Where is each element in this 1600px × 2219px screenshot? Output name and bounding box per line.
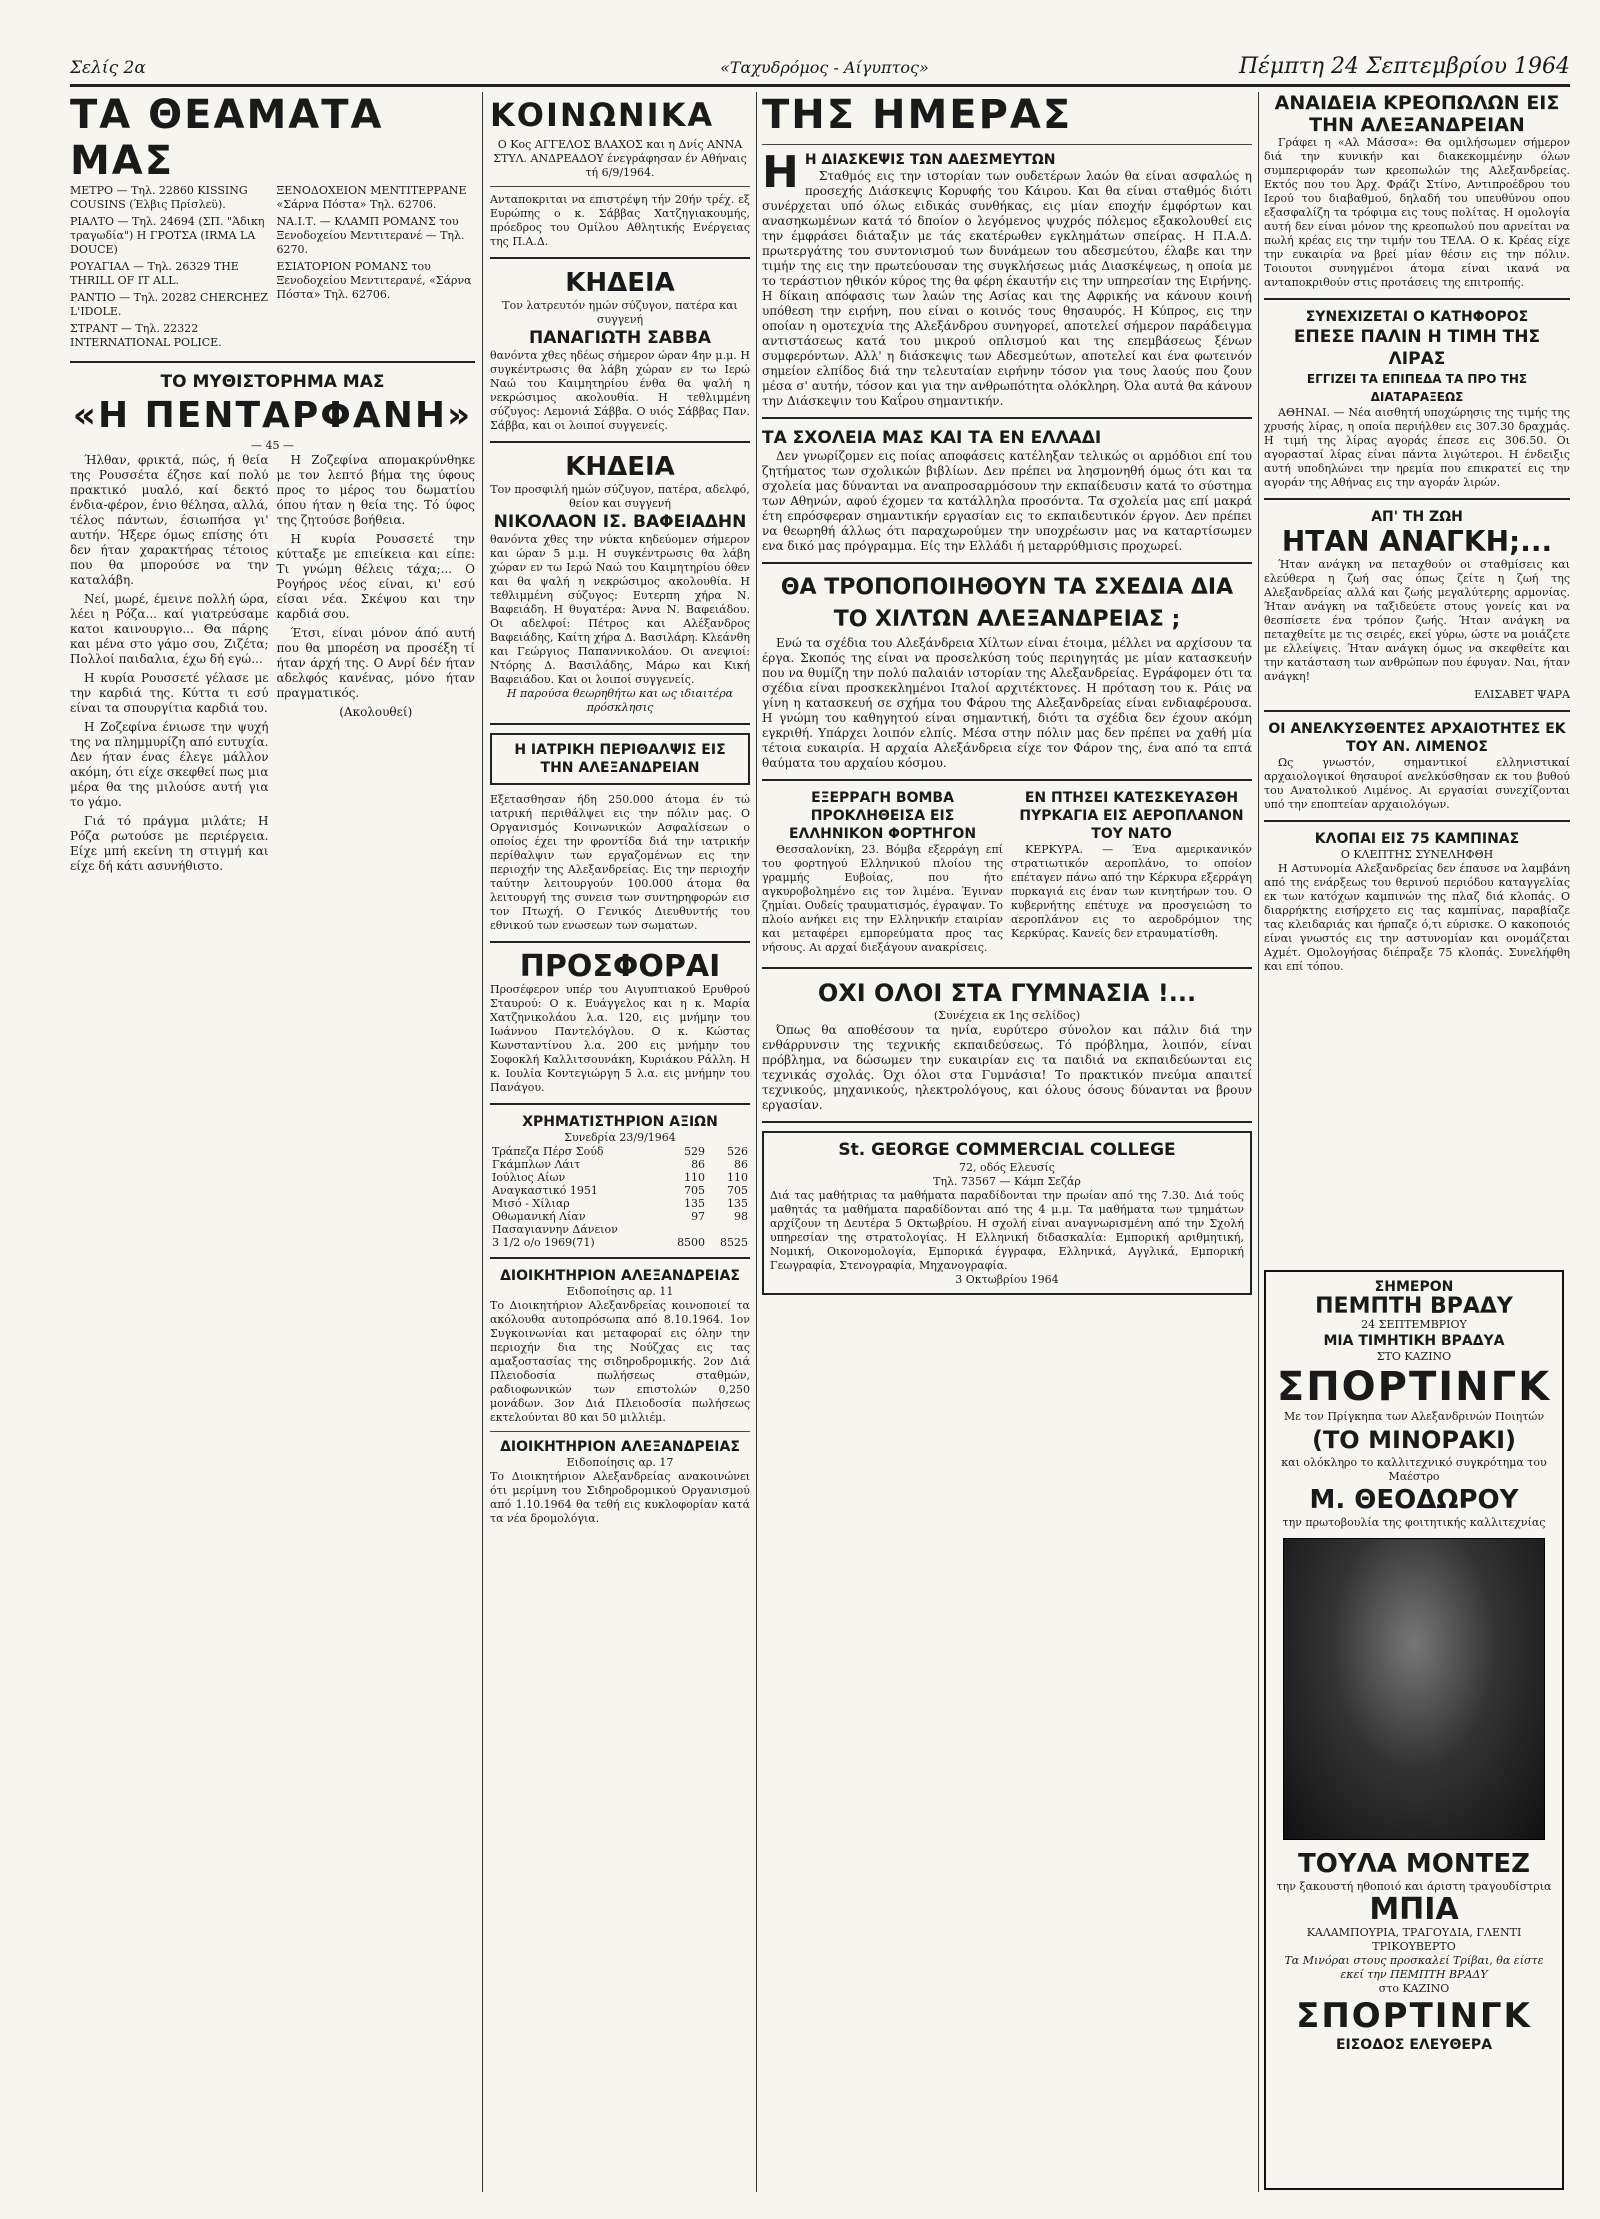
cinema-entry: ΜΕΤΡΟ — Τηλ. 22860 KISSING COUSINS (Έλβις Πρίσλεϋ). xyxy=(70,184,248,211)
novel-title: «Η ΠΕΝΤΑΡΦΑΝΗ» xyxy=(72,395,473,436)
engagement-notice: Ο Κος ΑΓΓΕΛΟΣ ΒΛΑΧΟΣ και η Δνίς ΑΝΝΑ ΣΤΥΛ. ΑΝΔΡΕΑΔΟΥ ένεγράφησαν έν Αθήναις τή 6/9/1964. xyxy=(493,138,747,179)
notice-sub: Ειδοποίησις αρ. 11 xyxy=(566,1285,674,1298)
news-title: ΕΝ ΠΤΗΣΕΙ ΚΑΤΕΣΚΕΥΑΣΘΗ ΠΥΡΚΑΓΙΑ ΕΙΣ ΑΕΡΟΠΛΑΝΟΝ ΤΟΥ ΝΑΤΟ xyxy=(1019,790,1244,842)
ad-date: 24 ΣΕΠΤΕΜΒΡΙΟΥ xyxy=(1361,1318,1467,1331)
page-number: Σελίς 2α xyxy=(70,58,146,78)
stock-row xyxy=(490,1158,750,1171)
stock-price: 97 xyxy=(691,1210,706,1223)
school-text: Διά τας μαθήτριας τα μαθήματα παραδίδονται την πρωίαν από της 7.30. Διά τούς μαθητάς τα μαθήματα παραδίδονται από της 4 μ.μ. Τα μαθήματα των τμημάτων αρχίζουν τη Δευτέρα 5 Οκτωβρίου. Η σχολή είναι αναγνωρισμένη από την Σχολή υπηρεσίαν της στρατολογίας. Η Ελληνική διδασκαλία: Εμπορική αριθμητική, Νομική, Οικονομολογία, Εμπορικά έγγραφα, Ελληνικά, Αγγλικά, Εμπορική Γεωγραφία, Στενογραφία, Μηχανογραφία. xyxy=(770,1189,1244,1272)
column-divider xyxy=(482,92,483,2192)
news-title: ΕΞΕΡΡΑΓΗ ΒΟΜΒΑ ΠΡΟΚΛΗΘΕΙΣΑ ΕΙΣ ΕΛΛΗΝΙΚΟΝ ΦΟΡΤΗΓΟΝ xyxy=(788,790,977,842)
school-date: 3 Οκτωβρίου 1964 xyxy=(955,1273,1059,1286)
column-divider xyxy=(756,92,757,2192)
notice-title: ΔΙΟΙΚΗΤΗΡΙΟΝ ΑΛΕΞΑΝΔΡΕΙΑΣ xyxy=(500,1439,740,1455)
article-text: Όπως θα αποθέσουν τα ηνία, ευρύτερο σύνολον και πάλιν διά την ενθάρρυνσιν της τεχνικής εκπαιδεύσεως. Τό πρόβλημα, λοιπόν, είναι πρόβλημα, να δώσωμεν την ευκαιρίαν εις τα παιδιά να εκπαιδεύωνται εις τεχνικάς σχολάς. Όχι όλοι στα Γυμνάσια! Το πρακτικόν πνεύμα απαιτεί τεχνικούς, μηχανικούς, ηλεκτρολόγους, και όλους όσους δύνανται να βρουν εργασίαν. xyxy=(762,1023,1252,1112)
novel-paragraph: Νεί, μωρέ, έμεινε πολλή ώρα, λέει η Ρόζα... καί γιατρεύσαμε κατοι καινουργιο... Θα πάρης και μένα στο γάμο σου, Ζιζέτα; Πολλοί παιδαλια, έχω δή εγώ... xyxy=(70,592,269,666)
ad-header: ΣΗΜΕΡΟΝ xyxy=(1374,1279,1454,1295)
paper-name: «Ταχυδρόμος - Αίγυπτος» xyxy=(720,58,929,77)
article-text: Ως γνωστόν, σημαντικοί ελληνιστικαί αρχαιολογικοί θησαυροί ανελκύσθησαν εκ του βυθού του Ανατολικού Λιμένος. Αι εργασίαι συνεχίζονται υπό την εποπτείαν αρχαιολόγων. xyxy=(1264,756,1570,811)
divider xyxy=(70,361,475,363)
article-sub: Ο ΚΛΕΠΤΗΣ ΣΥΝΕΛΗΦΘΗ xyxy=(1340,848,1494,861)
casino-ad xyxy=(1264,1270,1564,2190)
stock-price: 135 xyxy=(684,1197,706,1210)
funeral-intro: Τον λατρευτόν ημών σύζυγον, πατέρα και συγγενή xyxy=(502,299,738,326)
school-title: St. GEORGE COMMERCIAL COLLEGE xyxy=(838,1140,1176,1160)
novel-paragraph: Η Ζοζεφίνα ένιωσε την ψυχή της να πλημμυρίζη από ευτυχία. Δεν ήταν ένας έλεγε μάλλον ακόμη, ότι είχε σκεφθεί πως μια μέρα θα της μιλούσε αυτή για το γάμο. xyxy=(70,720,269,809)
medical-care-title: Η ΙΑΤΡΙΚΗ ΠΕΡΙΘΑΛΨΙΣ ΕΙΣ ΤΗΝ ΑΛΕΞΑΝΔΡΕΙΑΝ xyxy=(490,733,750,785)
funeral-title: ΚΗΔΕΙΑ xyxy=(565,268,675,298)
stock-row xyxy=(490,1223,750,1236)
funeral-name: ΠΑΝΑΓΙΩΤΗ ΣΑΒΒΑ xyxy=(529,328,711,348)
article-text: Σταθμός εις την ιστορίαν των ουδετέρων λαών θα είναι ασφαλώς η προσεχής Διάσκεψις Κορυφής του Κάιρου. Και θα είναι σταθμός διότι συνέρχεται υπό όλως ειδικάς συνθήκας, εις μίαν εποχήν έμφόρτων και ανασηκωμένων κατά τό δποίον ο λεγόμενος ψυχρός πόλεμος εξακολουθεί εις την έμφράσει διάταξιν με τάς εκατέρωθεν εγκλημάτων σπείρας. Η Π.Α.Δ. πρωτεργάτης του συντονισμού των δυνάμεων του αδεσμεύτου, έλαβε και την τιμήν της εις την πρωτεύουσαν της συγκλήσεως μιάς Διασκέψεως, η οποία με το τεράστιον ηθικόν κύρος της θα φέρη έκαυτήν εις την υπηρεσίαν της Ειρήνης. Η δίκαιη απόφασις των λαών της Ασίας και της Αφρικής να κάνουν κοινή υπόθεση την ειρήνη, που είναι ο κοινός τους θησαυρός. Η Κύπρος, εις την οποίαν η ομοτεχνία της Αλεξάνδρου συνηγορεί, αποτελεί σήμερον παράδειγμα αντιστάσεως κατά του μικρού οπλισμού και της επεμβάσεως ξένων συμφερόντων. Αλλ' η διάσκεψις των Αδεσμεύτων, αποτελεί και ένα φωτεινόν σημείον ελπίδος διά την τελευταίαν ειρήνην τόσον για τους λαούς που ζουν μέσα σ' αυτήν, τόσον και για την ανθρωπότητα ολόκληρη. Όλα αυτά θα κάνουν την Διάσκεψιν του Καΐρου σημαντικήν. xyxy=(762,169,1252,408)
stock-price xyxy=(707,1223,750,1236)
school-ad xyxy=(762,1131,1252,1295)
masthead xyxy=(70,40,1570,87)
medical-care-text: Εξετασθησαν ήδη 250.000 άτομα έν τώ ιατρική περιθάλψει εις την πόλιν μας. Ο Οργανισμός Κοινωνικών Ασφαλίσεων ο οποίος έχει την φροντίδα διά την ιατρικήν περίθαλψιν των εργαζομένων εις την περιοχήν της Αλεξανδρείας. Εις την περιοχήν ταύτην λειτουργούν 100.000 άτομα θα λειτουργή της συνεισ των συντηρηφορών εισ τον Πτωχή. Ο Γενικός Διευθυντής του εθνικού των ενωσεων των σωματων. xyxy=(490,793,750,932)
column-2 xyxy=(490,92,750,1526)
article-title: ΟΙ ΑΝΕΛΚΥΣΘΕΝΤΕΣ ΑΡΧΑΙΟΤΗΤΕΣ ΕΚ ΤΟΥ ΑΝ. ΛΙΜΕΝΟΣ xyxy=(1268,721,1566,755)
cinema-entry: ΡΑΝΤΙΟ — Τηλ. 20282 CHERCHEZ L'IDOLE. xyxy=(70,291,269,318)
theamata-listings xyxy=(70,184,475,353)
social-title: ΚΟΙΝΩΝΙΚΑ xyxy=(490,96,715,134)
article-title: ΕΠΕΣΕ ΠΑΛΙΝ Η ΤΙΜΗ ΤΗΣ ΛΙΡΑΣ xyxy=(1293,327,1541,369)
stock-price: 8500 xyxy=(677,1236,706,1249)
stock-row xyxy=(490,1210,750,1223)
notice-text: Το Διοικητήριον Αλεξανδρείας κοινοποιεί τα ακόλουθα αυτοπρόσωπα από 8.10.1964. 1ον Συγκοινωνίαι και μεταφοραί εις όλην την περιοχήν δια της Νούζχας εις τας αμαξοστασίας της σιδηροδρομικής. 2ον Διά Πλειοδοσία πωλήσεως σταθμών, ραδιοφωνικών των επιστολών 0,250 μονάδων. 3ον Διά Πλειοδοσία πωλήσεως εκτελούνται 80 και 50 μιλλιέμ. xyxy=(490,1299,750,1424)
column-4 xyxy=(1264,92,1570,978)
hotel-entry: ΞΕΝΟΔΟΧΕΙΟΝ ΜΕΝΤΙΤΕΡΡΑΝΕ «Σάρνα Πόστα» Τηλ. 62706. xyxy=(276,184,467,211)
theamata-title: ΤΑ ΘΕΑΜΑΤΑ ΜΑΣ xyxy=(70,92,384,184)
column-1 xyxy=(70,92,475,878)
novel-episode: — 45 — xyxy=(251,439,294,452)
novel-paragraph: Η κυρία Ρουσσετέ την κύτταξε με επιείκεια και είπε: Τι γνώμη θέλεις τάχα;... Ο Ρογήρος νέος είναι, κι' εσύ είσαι νέα. Σκέψου και την καρδιά σου. xyxy=(276,532,475,621)
funeral-text: θανόντα χθες την νύκτα κηδεύομεν σήμερον και ώραν 5 μ.μ. Η συγκέντρωσις θα λάβη χώραν εν τω Ιερώ Ναώ του Καιμητηρίου όθεν και θα ψαλή η νεκρώσιμος ακολουθία. Η τεθλιμμένη σύζυγος: Ευτερπη χήρα Ν. Βαφειάδη. Η θυγατέρα: Άννα Ν. Βαφειάδου. Οι αδελφοί: Πέτρος και Αλέξανδρος Βαφειάδης, Καίτη χήρα Δ. Βασιλάρη. Κλεάνθη και Γεώργιος Παπαννικολάου. Οι ανεψιοί: Ντόρης Δ. Βασιλάδης, Μάρω και Κική Βαφειάδου. Και οι λοιποί συγγενείς. xyxy=(490,533,750,686)
stock-price: 8525 xyxy=(720,1236,748,1249)
notice-sub: Ειδοποίησις αρ. 17 xyxy=(566,1456,674,1469)
novel-body xyxy=(70,453,475,878)
article-title: ΤΑ ΣΧΟΛΕΙΑ ΜΑΣ ΚΑΙ ΤΑ ΕΝ ΕΛΛΑΔΙ xyxy=(762,428,1102,448)
dropcap: Η xyxy=(762,147,799,198)
cinema-list xyxy=(70,184,269,353)
novel-continued: (Ακολουθεί) xyxy=(339,705,413,719)
stock-price: 110 xyxy=(727,1171,748,1184)
stock-row xyxy=(490,1236,750,1249)
article-sub: (Συνέχεια εκ 1ης σελίδος) xyxy=(933,1009,1081,1022)
article-title: ΚΛΟΠΑΙ ΕΙΣ 75 ΚΑΜΠΙΝΑΣ xyxy=(1314,831,1520,847)
stock-row xyxy=(490,1145,750,1158)
funeral-text: θανόντα χθες ηδέως σήμερον ώραν 4ην μ.μ. Η συγκέντρωσις θα λάβη χώραν εν τω Ιερώ Ναώ του Καιμητηρίου ένθα θα ψαλή η νεκρώσιμος ακολουθία. Η τεθλιμμένη σύζυγος: Λεμονιά Σάββα. Ο υιός Σάββας Παν. Σάββα, και οι λοιποί συγγενείς. xyxy=(490,349,750,432)
novel-paragraph: Ήλθαν, φρικτά, πώς, ή θεία της Ρουσσέτα έζησε καί πολύ πρακτικό μυαλό, καί δεκτό ένδια-φέρον, ένιο θέλησα, αλλά, τέλος πάντων, έσιωπήσα γι' αυτήν. Ήξερε όμως επίσης ότι δεν ήταν χαρακτήρας τέτοιος που θα μπορούσε να την καταλάβη. xyxy=(70,453,269,587)
cinema-entry: ΡΙΑΛΤΟ — Τηλ. 24694 (ΣΠ. "Άδικη τραγωδία") Η ΓΡΟΤΣΑ (IRMA LA DOUCE) xyxy=(70,215,265,256)
article-title: ΑΝΑΙΔΕΙΑ ΚΡΕΟΠΩΛΩΝ ΕΙΣ ΤΗΝ ΑΛΕΞΑΝΔΡΕΙΑΝ xyxy=(1274,92,1560,136)
stock-name: Ιούλιος Αίων xyxy=(492,1171,566,1184)
stock-table xyxy=(490,1145,750,1249)
stock-row xyxy=(490,1197,750,1210)
stock-row xyxy=(490,1184,750,1197)
stock-name: Πασαγιαννην Δάνειον xyxy=(492,1223,618,1236)
article-title: Η ΔΙΑΣΚΕΨΙΣ ΤΩΝ ΑΔΕΣΜΕΥΤΩΝ xyxy=(804,152,1056,168)
ad-day: ΠΕΜΠΤΗ ΒΡΑΔΥ xyxy=(1315,1294,1513,1319)
news-text: ΚΕΡΚΥΡΑ. — Ένα αμερικανικόν στρατιωτικόν αεροπλάνο, το οποίον επέταγεν πάνω από την Κέρκυρα εξερράγη πυρκαγιά εις έναν των κινητήρων του. Ο κυβερνήτης επέτυχε να προσγειώση το αεροπλάνον εις το αεροδρόμιον της Κερκύρας. Κανείς δεν ετραυματίσθη. xyxy=(1011,843,1252,940)
donations-text: Προσέφερον υπέρ του Αιγυπτιακού Ερυθρού Σταυρού: Ο κ. Ευάγγελος και η κ. Μαρία Χατζηνικολάου λ.α. 120, εις μνήμην του Ιωάννου Παντελόγλου. Ο κ. Κώστας Κωνσταντίνου λ.α. 200 εις μνήμην του Σοφοκλή Καλλιτσουνάκη, Κυριάκου Ράλλη. Η κ. Ιουλία Κοντεγιώργη 5 λ.α. εις μνήμην του Πανάγου. xyxy=(490,983,750,1094)
stock-price: 529 xyxy=(684,1145,706,1158)
notice-title: ΔΙΟΙΚΗΤΗΡΙΟΝ ΑΛΕΞΑΝΔΡΕΙΑΣ xyxy=(500,1268,740,1284)
newspaper-page xyxy=(70,40,1570,2200)
news-pair xyxy=(762,789,1252,959)
stock-name: Τράπεζα Πέρσ Σούδ xyxy=(492,1145,604,1158)
hotel-entry: ΝΑ.Ι.Τ. — ΚΛΑΜΠ ΡΟΜΑΝΣ του Ξενοδοχείου Μεντιτερανέ — Τηλ. 6270. xyxy=(276,215,465,256)
ad-orchestra: και ολόκληρο το καλλιτεχνικό συγκρότημα του Μαέστρο xyxy=(1281,1456,1547,1483)
day-title: ΤΗΣ ΗΜΕΡΑΣ xyxy=(762,92,1073,138)
novel-header: ΤΟ ΜΥΘΙΣΤΟΡΗΜΑ ΜΑΣ xyxy=(160,372,385,392)
stock-name: Μισό - Χίλιαρ xyxy=(492,1197,570,1210)
life-header: ΑΠ' ΤΗ ΖΩΗ xyxy=(1371,509,1463,525)
article-text: Δεν γνωρίζομεν εις ποίας αποφάσεις κατέληξαν τελικώς οι αρμόδιοι επί του ζητήματος των σχολικών βιβλίων. Δεν πρέπει να λησμονηθή όμως ότι και τα σχολεία μας δύνανται να αναπροσαρμόσουν την εκπαίδευσιν κατά το σύστημα των Αθηνών, αφού έχομεν τα κατάλληλα προσόντα. Τα σχολεία μας επί μακρά έτη επρόσφεραν σημαντικήν εργασίαν εις το εκπαιδευτικόν έργον. Δεν πρέπει να θεωρηθή άλλως ότι παραχωρούμεν την υποχρέωσιν μας να καταρτίσωμεν ενα δικό μας πρόγραμμα. Είς την Ελλάδι ή μεταρρύθμισις προχωρεί. xyxy=(762,449,1252,553)
stock-price: 705 xyxy=(684,1184,706,1197)
cinema-entry: ΣΤΡΑΝΤ — Τηλ. 22322 INTERNATIONAL POLICE. xyxy=(70,322,222,349)
stock-price: 135 xyxy=(727,1197,748,1210)
stock-price: 86 xyxy=(691,1158,706,1171)
funeral-note: Η παρούσα θεωρηθήτω και ως ιδιαιτέρα πρόσκλησις xyxy=(506,687,734,714)
article-text: ΑΘΗΝΑΙ. — Νέα αισθητή υποχώρησις της τιμής της χρυσής λίρας, η οποία περιήλθεν εις 307.30 δραχμάς. Η τιμή της λίρας αγοράς έπεσε εις 306.50. Οι αγορασταί λίρας είναι πάντα λιγώτεροι. Η ένδειξις αυτή υποδηλώνει την ηρεμία που επικρατεί εις την αγοράν της Αθήνας εις την αγοράν λιρών. xyxy=(1264,406,1570,489)
ad-star-show: ΜΠΙΑ xyxy=(1369,1892,1459,1927)
ad-star-extra: ΚΑΛΑΜΠΟΥΡΙΑ, ΤΡΑΓΟΥΔΙΑ, ΓΛΕΝΤΙ ΤΡΙΚΟΥΒΕΡΤΟ xyxy=(1306,1926,1522,1953)
funeral-intro: Τον προσφιλή ημών σύζυγον, πατέρα, αδελφό, θείον και συγγενή xyxy=(490,483,750,510)
donations-title: ΠΡΟΣΦΟΡΑΙ xyxy=(519,949,721,984)
ad-footer-pre: στο ΚΑΖΙΝΟ xyxy=(1378,1982,1450,1995)
stock-price: 86 xyxy=(734,1158,748,1171)
stock-name: Οθωμανική Λίαν xyxy=(492,1210,586,1223)
novel-paragraph: Έτσι, είναι μόνον άπό αυτή που θα μπορέση να προσέξη τί ήταν άρχή της. Ο Ανρί δέν ήταν αδελφός κανένας, μόνο ήταν πραγματικός. xyxy=(276,626,475,700)
ad-notice: Τα Μινόραι στους προσκαλεί Τρίβαι, θα είστε εκεί την ΠΕΜΠΤΗ ΒΡΑΔΥ xyxy=(1284,1954,1544,1981)
life-text: Ήταν ανάγκη να πεταχθούν οι σταθμίσεις και ελεύθερα η ζωή σας όπως ζείτε η ζωή της Αλεξανδρείας αλλά και ζωής μεγαλύτερης αρμονίας. Ήταν ανάγκη να ταξιδεύετε στους γονείς και να θεσπίσετε ένα τρόπον ζωής. Ήταν ανάγκη να πεταχθείτε με τις σειρές, εκεί γύρω, ώστε να μοιάζετε με ελλείψεις. Ήταν ανάγκη όμως να σκεφθείτε και την κατάσταση των ανθρώπων που έφυγαν. Ναι, ήταν ανάγκη! xyxy=(1264,558,1570,683)
stock-date: Συνεδρία 23/9/1964 xyxy=(564,1131,676,1144)
funeral-title: ΚΗΔΕΙΑ xyxy=(565,452,675,482)
stock-name: Γκάμπλων Λάιτ xyxy=(492,1158,581,1171)
article-title: ΘΑ ΤΡΟΠΟΠΟΙΗΘΟΥΝ ΤΑ ΣΧΕΔΙΑ ΔΙΑ ΤΟ ΧΙΛΤΩΝ ΑΛΕΞΑΝΔΡΕΙΑΣ ; xyxy=(780,575,1234,632)
school-phone: Τηλ. 73567 — Κάμπ Σεζάρ xyxy=(933,1175,1081,1188)
article-sub: ΕΓΓΙΖΕΙ ΤΑ ΕΠΙΠΕΔΑ ΤΑ ΠΡΟ ΤΗΣ ΔΙΑΤΑΡΑΞΕΩΣ xyxy=(1306,372,1528,404)
ad-footer-venue: ΣΠΟΡΤΙΝΓΚ xyxy=(1296,1996,1532,2036)
ad-star-desc: την ξακουστή ηθοποιό και άριστη τραγουδίστρια xyxy=(1276,1880,1552,1893)
column-3 xyxy=(762,92,1252,1303)
ad-patron: την πρωτοβουλία της φοιτητικής καλλιτεχνίας xyxy=(1282,1516,1546,1529)
life-title: ΗΤΑΝ ΑΝΑΓΚΗ;... xyxy=(1281,525,1553,558)
hotel-entry: ΕΣΙΑΤΟΡΙΟΝ ΡΟΜΑΝΣ του Ξενοδοχείου Μεντιτερανέ, «Σάρνα Πόστα» Τηλ. 62706. xyxy=(276,260,472,301)
cinema-entry: ΡΟΥΑΓΙΑΛ — Τηλ. 26329 THE THRILL OF IT ALL. xyxy=(70,260,239,287)
issue-date: Πέμπτη 24 Σεπτεμβρίου 1964 xyxy=(1238,54,1570,79)
stock-price: 705 xyxy=(727,1184,748,1197)
stock-name: 3 1/2 ο/ο 1969(71) xyxy=(492,1236,595,1249)
article-title: ΟΧΙ ΟΛΟΙ ΣΤΑ ΓΥΜΝΑΣΙΑ !... xyxy=(817,979,1197,1007)
news-text: Θεσσαλονίκη, 23. Βόμβα εξερράγη επί του φορτηγού Ελληνικού πλοίου της γραμμής Ευβοίας, που ήτο αγκυροβολημένο εις τον λιμένα. Έγιναν ζημίαι. Ουδείς τραυματισμός, έγραψαν. Το πλοίο ανήκει εις την Ελληνικήν εταιρίαν και μεταφέρει εμπορεύματα προς τας νήσους. Αι αρχαί διεξάγουν ανακρίσεις. xyxy=(762,843,1003,954)
stock-price: 98 xyxy=(734,1210,748,1223)
ad-performer: (ΤΟ ΜΙΝΟΡΑΚΙ) xyxy=(1311,1426,1517,1454)
performer-photo xyxy=(1283,1538,1545,1840)
ad-venue: ΣΠΟΡΤΙΝΓΚ xyxy=(1276,1364,1552,1410)
novel-paragraph: Η Ζοζεφίνα απομακρύνθηκε με τον λεπτό βήμα της ύφους προς το μέρος του δωματίου όπου ήταν η θεία της. Τό ύφος της ζητούσε βοήθεια. xyxy=(276,453,475,527)
article-text: Η Αστυνομία Αλεξανδρείας δεν έπαυσε να λαμβάνη από της ενάρξεως του θερινού περιόδου καταγγελίας εκ των κατόχων καμπινών της πλαζ διά κλοπάς. Ο διαρρήκτης εισήρχετο εις τας καμπίνας, παραβίαζε τας κλειδαριάς και ήρπαζε ό,τι εύρισκε. Ο κακοποιός είναι γνωστός εις την αστυνομίαν και ονομάζεται Αχμέτ. Ομολογήσας διέπραξε 75 κλοπάς. Συνελήφθη και επί τόπου. xyxy=(1264,862,1570,973)
stock-price xyxy=(664,1223,707,1236)
stock-price: 526 xyxy=(727,1145,748,1158)
funeral-name: ΝΙΚΟΛΑΟΝ ΙΣ. ΒΑΦΕΙΑΔΗΝ xyxy=(493,512,747,532)
article-text: Ενώ τα σχέδια του Αλεξάνδρεια Χίλτων είναι έτοιμα, μέλλει να αρχίσουν τα έργα. Σκοπός της είναι να προσελκύση τούς περιηγητάς με μίαν κατασκευήν που να θυμίζη την πολύ παλαιάν ιστορίαν της Αλεξανδρείας. Εγράφομεν ότι τα σχέδια είναι προσκεκλημένοι Ιταλοί αρχιτέκτονες. Η πρόταση του κ. Ράις να γίνη η κατασκευή σε σχήμα του Φάρου της Αλεξανδρείας είναι ενδιαφέρουσα. Η γνώμη του καθηγητού είναι σημαντική, διότι τα σχέδια δεν έχουν ακόμη εγκριθή. Υπάρχει λοιπόν ελπίς. Μέσα στην πόλιν μας δεν πρέπει να χαθή μία τέτοια ευκαιρία. Η αρχαία Αλεξάνδρεια είχε τον Φάρον της, ένα από τα επτά θαύματα του αρχαίου κόσμου. xyxy=(762,636,1252,770)
engagement-note: Ανταποκριται να επιστρέψη τήν 20ήν τρέχ. εξ Ευρώπης ο κ. Σάββας Χατζηγιακουμής, πρόεδρος του Ομίλου Αθλητικής Ενέργειας της Π.Α.Δ. xyxy=(490,193,750,248)
novel-paragraph: Η κυρία Ρουσσετέ γέλασε με την καρδιά της. Κύττα τι εσύ είναι τα σπουργίτια καρδιά του. xyxy=(70,671,269,715)
notice-text: Το Διοικητήριον Αλεξανδρείας ανακοινώνει ότι μερίμνη του Σιδηροδρομικού Οργανισμού από 1.10.1964 θα τεθή εις κυκλοφορίαν κατά τα νέα δρομολόγια. xyxy=(490,1470,750,1525)
stock-price: 110 xyxy=(684,1171,706,1184)
life-signature: ΕΛΙΣΑΒΕΤ ΨΑΡΑ xyxy=(1474,688,1570,701)
school-address: 72, οδός Ελευσίς xyxy=(959,1161,1055,1174)
ad-venue-pre: ΣΤΟ ΚΑΖΙΝΟ xyxy=(1376,1350,1452,1363)
hotel-list xyxy=(277,184,476,353)
column-divider xyxy=(1258,92,1259,2192)
ad-event: ΜΙΑ ΤΙΜΗΤΙΚΗ ΒΡΑΔΥΑ xyxy=(1323,1333,1505,1349)
stock-title: ΧΡΗΜΑΤΙΣΤΗΡΙΟΝ ΑΞΙΩΝ xyxy=(522,1114,718,1130)
article-assembly xyxy=(762,147,1252,409)
ad-with: Με τον Πρίγκηπα των Αλεξανδρινών Ποιητών xyxy=(1283,1410,1545,1423)
ad-entrance: ΕΙΣΟΔΟΣ ΕΛΕΥΘΕΡΑ xyxy=(1335,2037,1493,2053)
stock-row xyxy=(490,1171,750,1184)
novel-paragraph: Γιά τό πράγμα μιλάτε; Η Ρόζα ρωτούσε με περιέργεια. Είχε μπή εκείνη τη στιγμή και είχε δή κάτι ασυνήθιστο. xyxy=(70,814,269,873)
article-kicker: ΣΥΝΕΧΙΖΕΤΑΙ Ο ΚΑΤΗΦΟΡΟΣ xyxy=(1305,309,1529,325)
article-text: Γράφει η «Αλ Μάσσα»: Θα ομιλήσωμεν σήμερον διά την κυνικήν και διακεκομμένην όλων συμπεριφοράν των κρεοπωλών της Αλεξανδρείας. Εκτός που του Άρχ. Φράζι Στίνο, Αντιπροέδρου του Ιερού του διαβαθμού, δηλαδή του υπευθύνου οπου εξασφαλίζη τα τρόφιμα εις τους πολίτας. Η ομολογία αυτή δεν είναι μόνον της κρεοπωλού που αρνείται να πωλή κρέας εις την τιμήν του ΤΕΛΑ. Ο κ. Κρέας είχε την ευκαιρία να βρεί μίαν θέσιν εις την πόλιν. Τοιουτοι συνηγμένοι άτομα είναι ικανά να ανταποκριθούν στις προτάσεις της επιτροπής. xyxy=(1264,136,1570,289)
ad-maestro: Μ. ΘΕΟΔΩΡΟΥ xyxy=(1309,1485,1519,1515)
ad-star: ΤΟΥΛΑ ΜΟΝΤΕΖ xyxy=(1297,1849,1531,1879)
stock-name: Αναγκαστικό 1951 xyxy=(492,1184,598,1197)
